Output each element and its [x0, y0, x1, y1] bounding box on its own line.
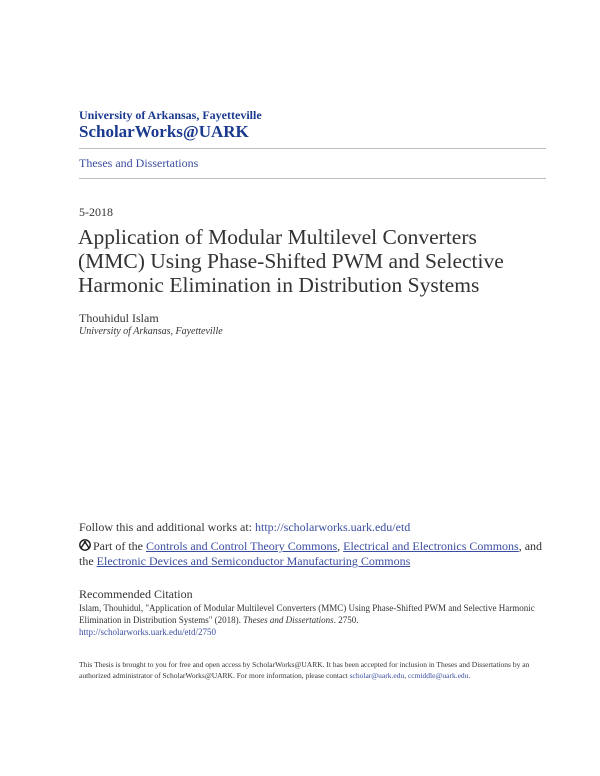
publication-date: 5-2018: [79, 205, 113, 219]
commons-network-icon: [79, 539, 91, 551]
divider: [79, 178, 546, 179]
controls-commons-link[interactable]: Controls and Control Theory Commons: [146, 539, 338, 553]
partof-separator: ,: [337, 539, 344, 553]
access-notice-text: This Thesis is brought to you for free and open access by ScholarWorks@UARK. It has been accepted for inclusion in Theses and Dissertations by an authorized administrator of ScholarWorks@UARK. For more information, please contact: [79, 660, 530, 680]
part-of-commons: [79, 539, 549, 569]
citation-body: [79, 602, 549, 638]
partof-and-the: , and the: [79, 539, 543, 568]
collection-link[interactable]: http://scholarworks.uark.edu/etd: [255, 520, 411, 534]
author-affiliation: University of Arkansas, Fayetteville: [79, 326, 223, 337]
follow-line: [79, 520, 410, 535]
access-notice: [79, 659, 549, 681]
series-link[interactable]: Theses and Dissertations: [79, 156, 199, 170]
contact-separator: ,: [404, 671, 408, 680]
document-title: Application of Modular Multilevel Converters (MMC) Using Phase-Shifted PWM and Selective Harmonic Elimination in Distribution Systems: [78, 225, 504, 297]
electrical-commons-link[interactable]: Electrical and Electronics Commons: [343, 539, 519, 553]
university-name[interactable]: University of Arkansas, Fayetteville: [79, 108, 262, 122]
divider: [79, 148, 546, 149]
follow-prefix: Follow this and additional works at:: [79, 520, 255, 534]
citation-journal: Theses and Dissertations: [243, 615, 334, 625]
contact-email-link-2[interactable]: ccmiddle@uark.edu: [407, 671, 469, 680]
citation-heading: Recommended Citation: [79, 587, 193, 601]
partof-prefix: Part of the: [93, 539, 146, 553]
notice-end: .: [468, 671, 471, 680]
citation-url-link[interactable]: http://scholarworks.uark.edu/etd/2750: [79, 627, 216, 637]
citation-number: . 2750.: [333, 615, 359, 625]
repository-name[interactable]: ScholarWorks@UARK: [79, 122, 249, 141]
semiconductor-commons-link[interactable]: Electronic Devices and Semiconductor Manufacturing Commons: [96, 554, 411, 568]
author-name: Thouhidul Islam: [79, 311, 159, 325]
contact-email-link[interactable]: scholar@uark.edu: [349, 671, 405, 680]
citation-text: Islam, Thouhidul, "Application of Modular Multilevel Converters (MMC) Using Phase-Shifted PWM and Selective Harmonic Elimination in Distribution Systems" (2018).: [79, 603, 535, 625]
